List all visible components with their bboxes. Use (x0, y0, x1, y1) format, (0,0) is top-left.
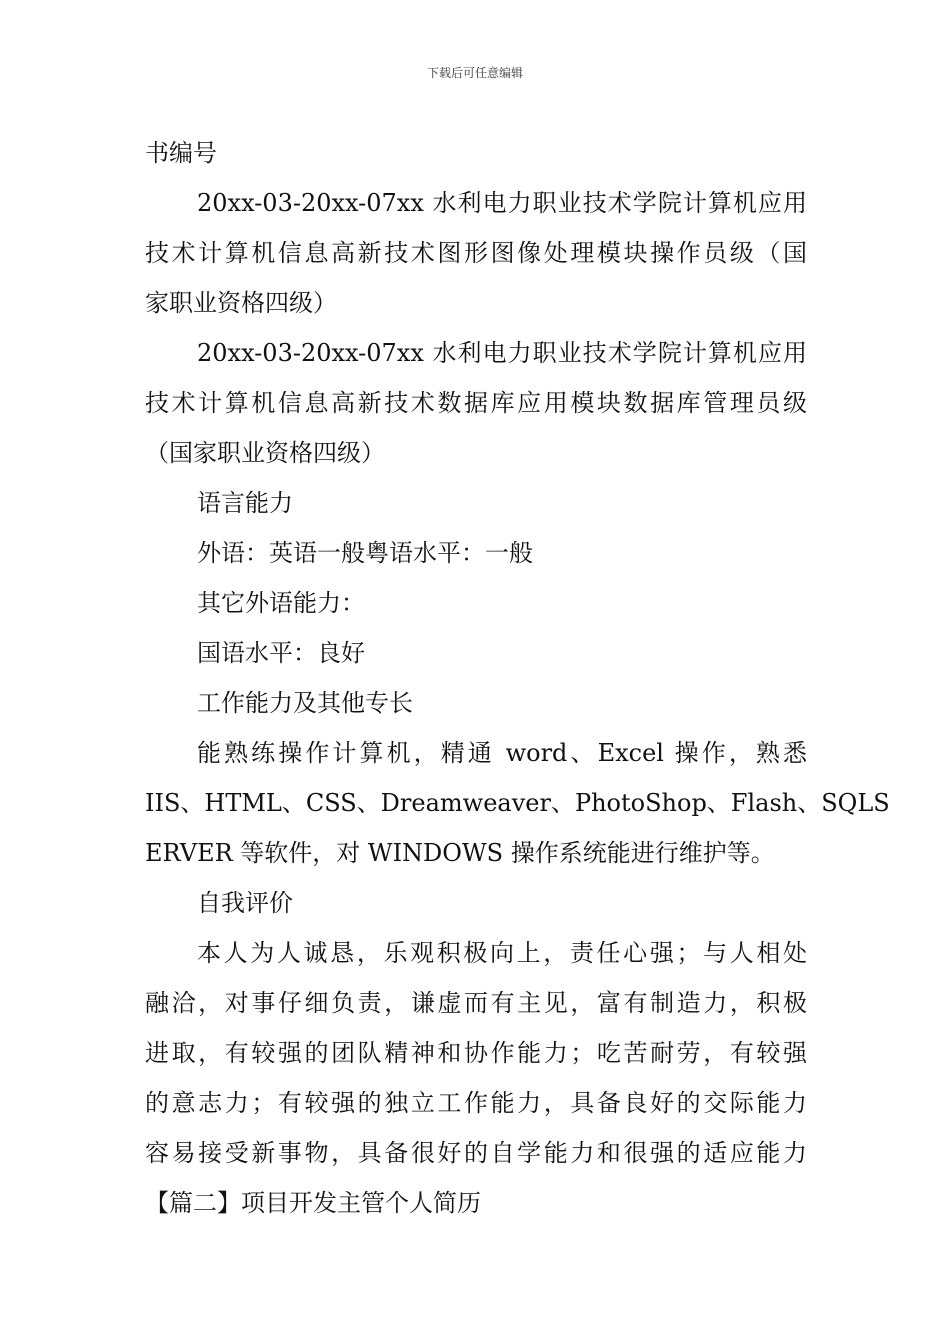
paragraph-line: 技术计算机信息高新技术数据库应用模块数据库管理员级 (145, 389, 807, 417)
paragraph-line: 能熟练操作计算机，精通 word、Excel 操作，熟悉 (197, 739, 807, 767)
paragraph-line: 其它外语能力： (197, 589, 365, 617)
paragraph-line: 20xx-03-20xx-07xx 水利电力职业技术学院计算机应用 (197, 339, 807, 367)
section-heading-language: 语言能力 (197, 489, 293, 517)
paragraph-line: 的意志力；有较强的独立工作能力，具备良好的交际能力 (145, 1089, 807, 1117)
paragraph-line: 本人为人诚恳，乐观积极向上，责任心强；与人相处 (197, 939, 807, 967)
paragraph-line: 外语：英语一般粤语水平：一般 (197, 539, 533, 567)
section-heading-part-two: 【篇二】项目开发主管个人简历 (145, 1189, 481, 1217)
section-heading-skills: 工作能力及其他专长 (197, 689, 413, 717)
paragraph-line: ERVER 等软件，对 WINDOWS 操作系统能进行维护等。 (145, 839, 775, 867)
paragraph-line: 容易接受新事物，具备很好的自学能力和很强的适应能力 (145, 1139, 807, 1167)
section-heading-self-evaluation: 自我评价 (197, 889, 293, 917)
paragraph-line: IIS、HTML、CSS、Dreamweaver、PhotoShop、Flash、SQLS (145, 789, 890, 817)
page-header: 下载后可任意编辑 (426, 66, 523, 80)
paragraph-line: 技术计算机信息高新技术图形图像处理模块操作员级（国 (145, 239, 807, 267)
paragraph-line: （国家职业资格四级） (145, 439, 385, 467)
paragraph-line: 20xx-03-20xx-07xx 水利电力职业技术学院计算机应用 (197, 189, 807, 217)
paragraph-line: 书编号 (145, 139, 217, 167)
paragraph-line: 融洽，对事仔细负责，谦虚而有主见，富有制造力，积极 (145, 989, 807, 1017)
paragraph-line: 家职业资格四级） (145, 289, 337, 317)
paragraph-line: 国语水平：良好 (197, 639, 365, 667)
paragraph-line: 进取，有较强的团队精神和协作能力；吃苦耐劳，有较强 (145, 1039, 807, 1067)
document-body (145, 128, 890, 1228)
